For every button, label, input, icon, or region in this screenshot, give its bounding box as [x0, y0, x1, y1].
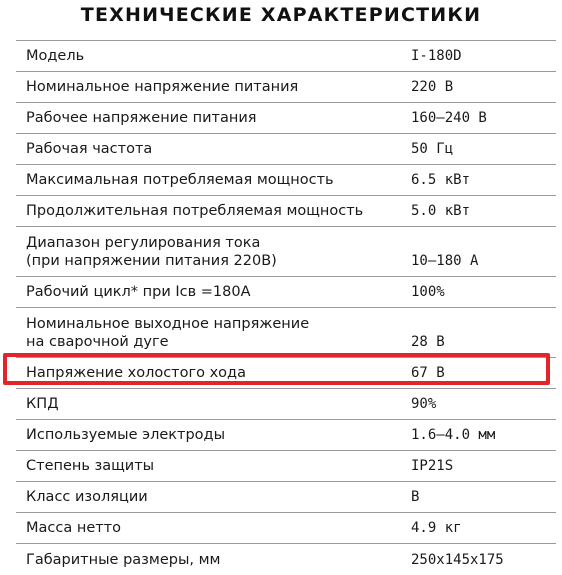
spec-value: 90% [411, 396, 437, 412]
spec-value: 1.6—4.0 мм [411, 427, 496, 443]
spec-name-line: на сварочной дуге [26, 334, 169, 350]
spec-name: Номинальное напряжение питания [26, 79, 299, 95]
spec-value: 220 В [411, 79, 454, 95]
spec-value: IP21S [411, 458, 454, 474]
spec-value: 10—180 А [411, 253, 479, 269]
page-title: ТЕХНИЧЕСКИЕ ХАРАКТЕРИСТИКИ [80, 4, 482, 26]
specs-table [16, 40, 556, 575]
spec-value: 5.0 кВт [411, 203, 471, 219]
spec-name: КПД [26, 396, 59, 412]
spec-value: 100% [411, 284, 445, 300]
spec-name: Габаритные размеры, мм [26, 552, 221, 568]
spec-value: B [411, 489, 420, 505]
spec-name: Рабочий цикл* при Iсв =180А [26, 284, 251, 300]
spec-value: 6.5 кВт [411, 172, 471, 188]
spec-name [16, 234, 400, 270]
spec-name: Степень защиты [26, 458, 155, 474]
spec-name: Класс изоляции [26, 489, 148, 505]
table-row [16, 513, 556, 544]
spec-name: Модель [26, 48, 85, 64]
table-row [16, 482, 556, 513]
table-row [16, 134, 556, 165]
spec-name: Максимальная потребляемая мощность [26, 172, 334, 188]
spec-name: Рабочая частота [26, 141, 153, 157]
spec-value: 160—240 В [411, 110, 487, 126]
spec-name: Рабочее напряжение питания [26, 110, 257, 126]
spec-value: I-180D [411, 48, 462, 64]
table-row [16, 41, 556, 72]
table-row [16, 196, 556, 227]
table-row [16, 420, 556, 451]
table-row [16, 165, 556, 196]
spec-value: 50 Гц [411, 141, 454, 157]
table-row [16, 103, 556, 134]
spec-name: Масса нетто [26, 520, 122, 536]
spec-name: Напряжение холостого хода [26, 365, 246, 381]
table-row [16, 451, 556, 482]
table-row [16, 308, 556, 358]
table-row [16, 389, 556, 420]
table-row [16, 544, 556, 575]
spec-name [16, 315, 400, 351]
spec-name: Используемые электроды [26, 427, 226, 443]
spec-name-line: (при напряжении питания 220В) [26, 253, 277, 269]
spec-name-line: Номинальное выходное напряжение [26, 316, 310, 332]
spec-name: Продолжительная потребляемая мощность [26, 203, 364, 219]
spec-name-line: Диапазон регулирования тока [26, 235, 261, 251]
table-row [16, 72, 556, 103]
spec-value: 250x145x175 [411, 552, 504, 568]
spec-value: 4.9 кг [411, 520, 462, 536]
table-row [16, 277, 556, 308]
table-row-highlighted [16, 358, 556, 389]
table-row [16, 227, 556, 277]
spec-value: 67 В [411, 365, 445, 381]
spec-value: 28 В [411, 334, 445, 350]
